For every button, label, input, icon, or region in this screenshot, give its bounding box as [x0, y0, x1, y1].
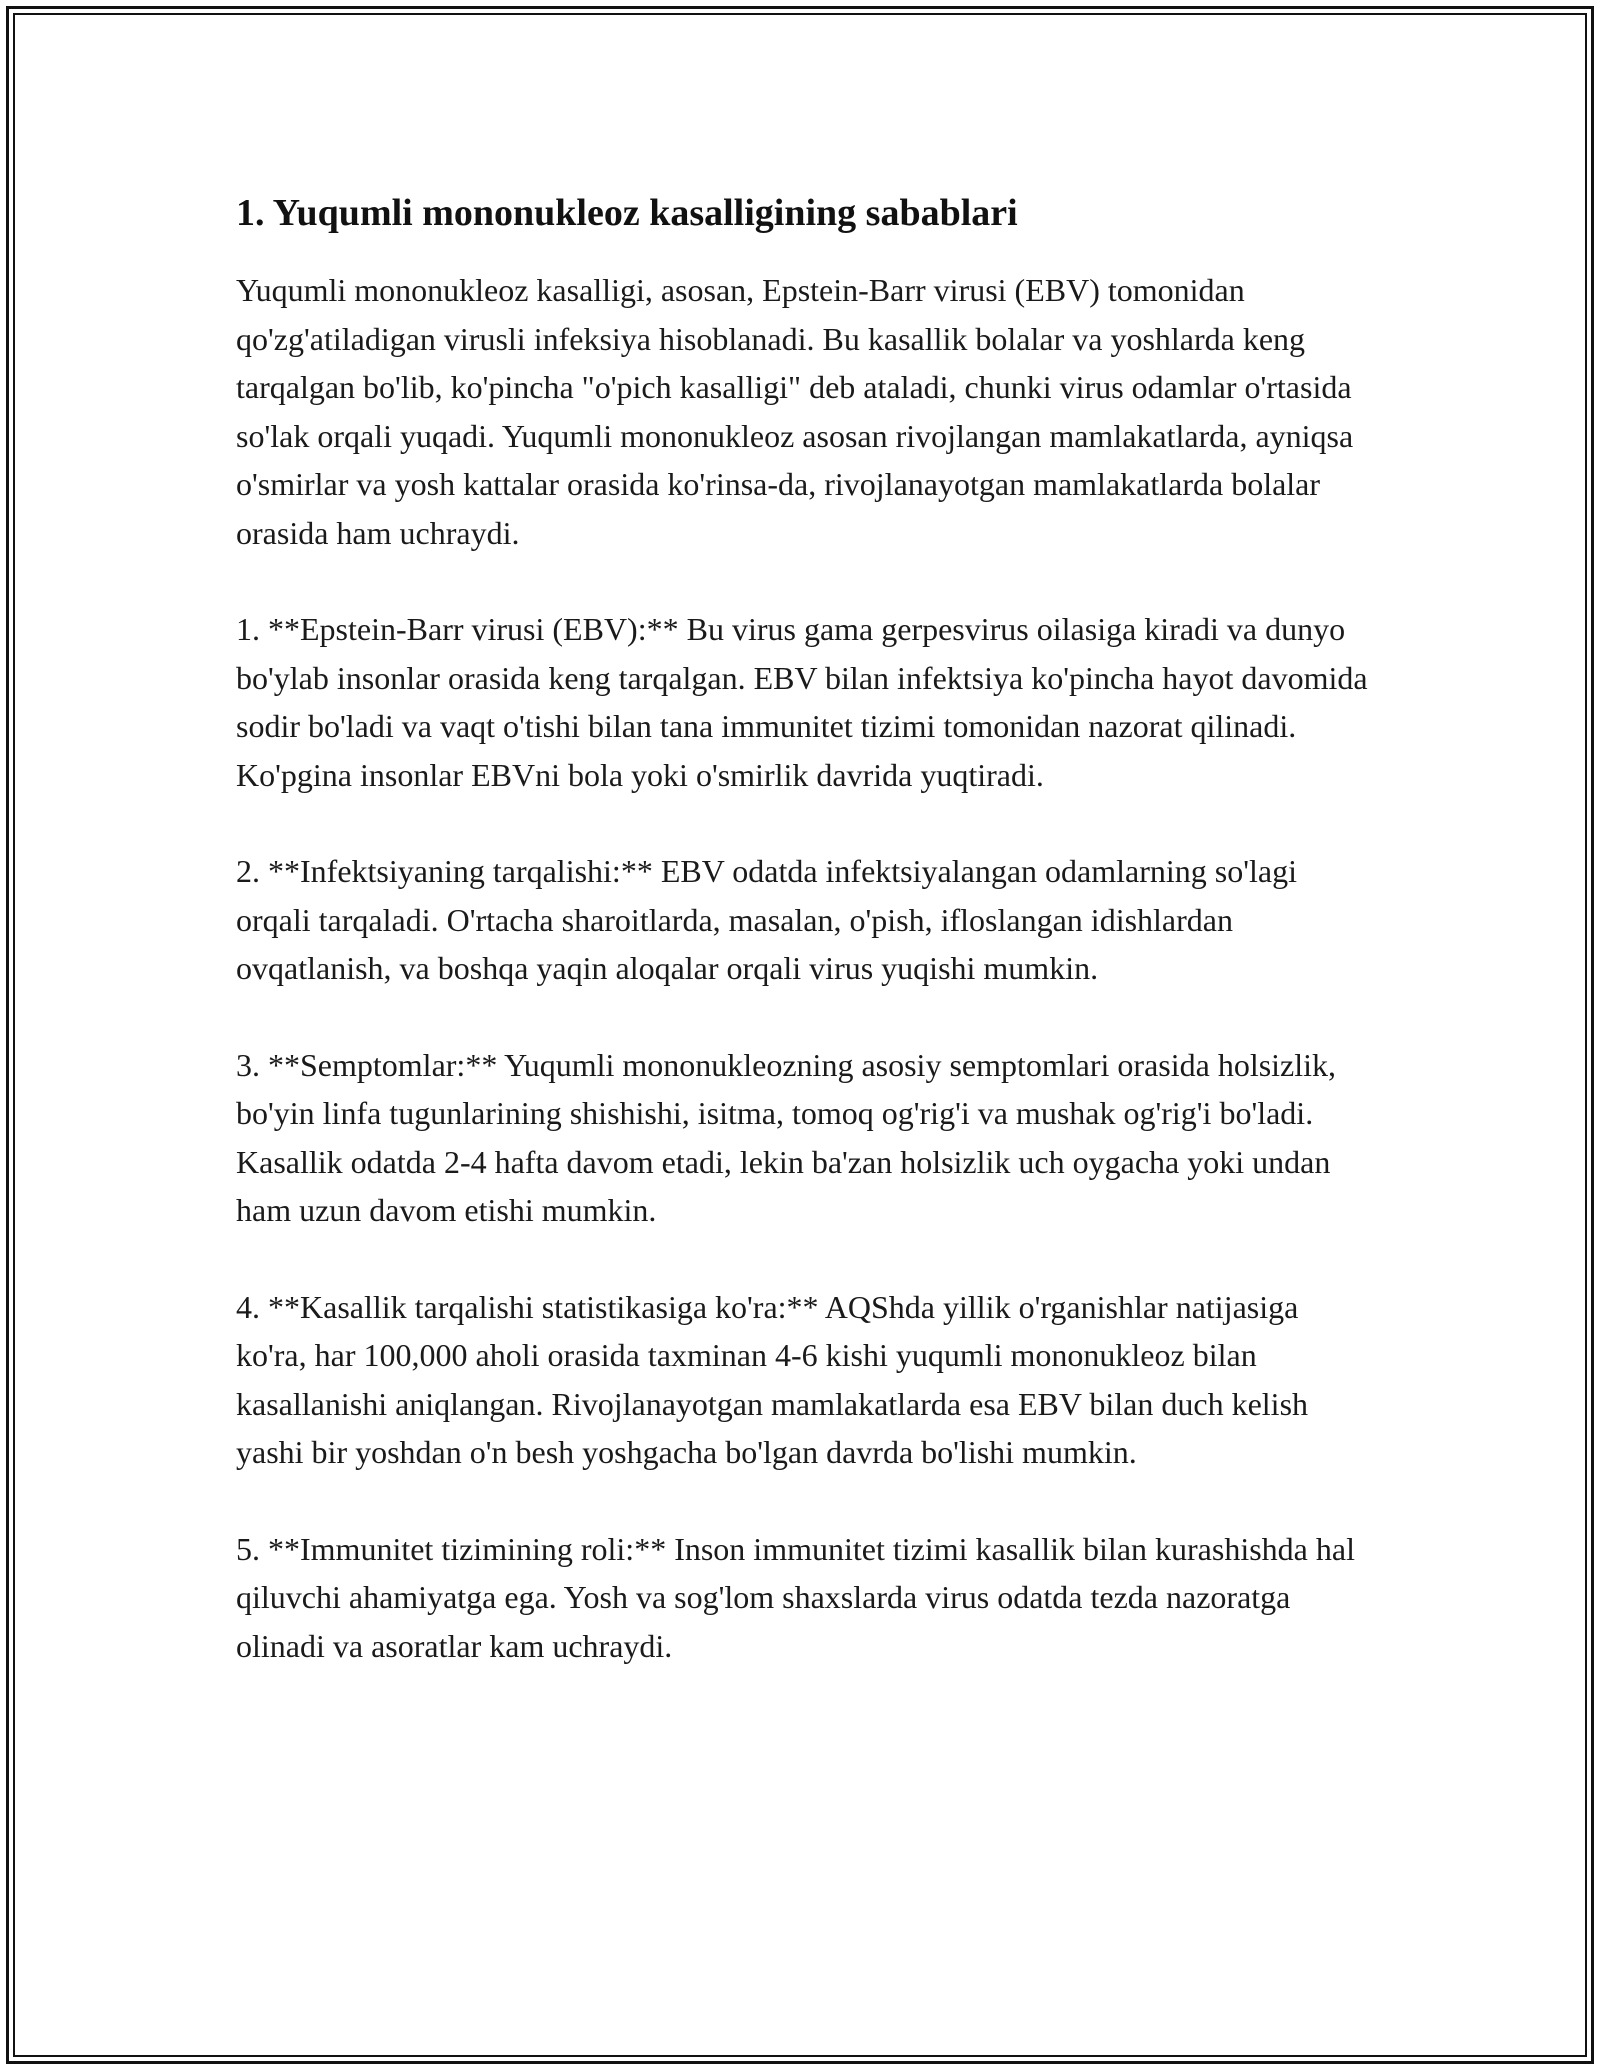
paragraph-ebv: 1. **Epstein-Barr virusi (EBV):** Bu virus gama gerpesvirus oilasiga kiradi va dunyo bo'ylab insonlar orasida keng tarqalgan. EBV bilan infektsiya ko'pincha hayot davomida sodir bo'ladi va vaqt o'tishi bilan tana immunitet tizimi tomonidan nazorat qilinadi. Ko'pgina insonlar EBVni bola yoki o'smirlik davrida yuqtiradi.: [236, 611, 1368, 793]
document-title: 1. Yuqumli mononukleoz kasalligining sabablari: [236, 192, 1018, 234]
document-body: [236, 188, 1376, 1718]
paragraph-statistics: 4. **Kasallik tarqalishi statistikasiga ko'ra:** AQShda yillik o'rganishlar natijasiga ko'ra, har 100,000 aholi orasida taxminan 4-6 kishi yuqumli mononukleoz bilan kasallanishi aniqlangan. Rivojlanayotgan mamlakatlarda esa EBV bilan duch kelish yashi bir yoshdan o'n besh yoshgacha bo'lgan davrda bo'lishi mumkin.: [236, 1288, 1309, 1470]
intro-paragraph: Yuqumli mononukleoz kasalligi, asosan, Epstein-Barr virusi (EBV) tomonidan qo'zg'atiladigan virusli infeksiya hisoblanadi. Bu kasallik bolalar va yoshlarda keng tarqalgan bo'lib, ko'pincha "o'pich kasalligi" deb ataladi, chunki virus odamlar o'rtasida so'lak orqali yuqadi. Yuqumli mononukleoz asosan rivojlangan mamlakatlarda, ayniqsa o'smirlar va yosh kattalar orasida ko'rinsa-da, rivojlanayotgan mamlakatlarda bolalar orasida ham uchraydi.: [236, 272, 1354, 551]
paragraph-immune-role: 5. **Immunitet tizimining roli:** Inson immunitet tizimi kasallik bilan kurashishda hal qiluvchi ahamiyatga ega. Yosh va sog'lom shaxslarda virus odatda tezda nazoratga olinadi va asoratlar kam uchraydi.: [236, 1530, 1355, 1664]
paragraph-symptoms: 3. **Semptomlar:** Yuqumli mononukleozning asosiy semptomlari orasida holsizlik, bo'yin linfa tugunlarining shishishi, isitma, tomoq og'rig'i va mushak og'rig'i bo'ladi. Kasallik odatda 2-4 hafta davom etadi, lekin ba'zan holsizlik uch oygacha yoki undan ham uzun davom etishi mumkin.: [236, 1046, 1337, 1228]
paragraph-infection-spread: 2. **Infektsiyaning tarqalishi:** EBV odatda infektsiyalangan odamlarning so'lagi orqali tarqaladi. O'rtacha sharoitlarda, masalan, o'pish, ifloslangan idishlardan ovqatlanish, va boshqa yaqin aloqalar orqali virus yuqishi mumkin.: [236, 853, 1297, 986]
